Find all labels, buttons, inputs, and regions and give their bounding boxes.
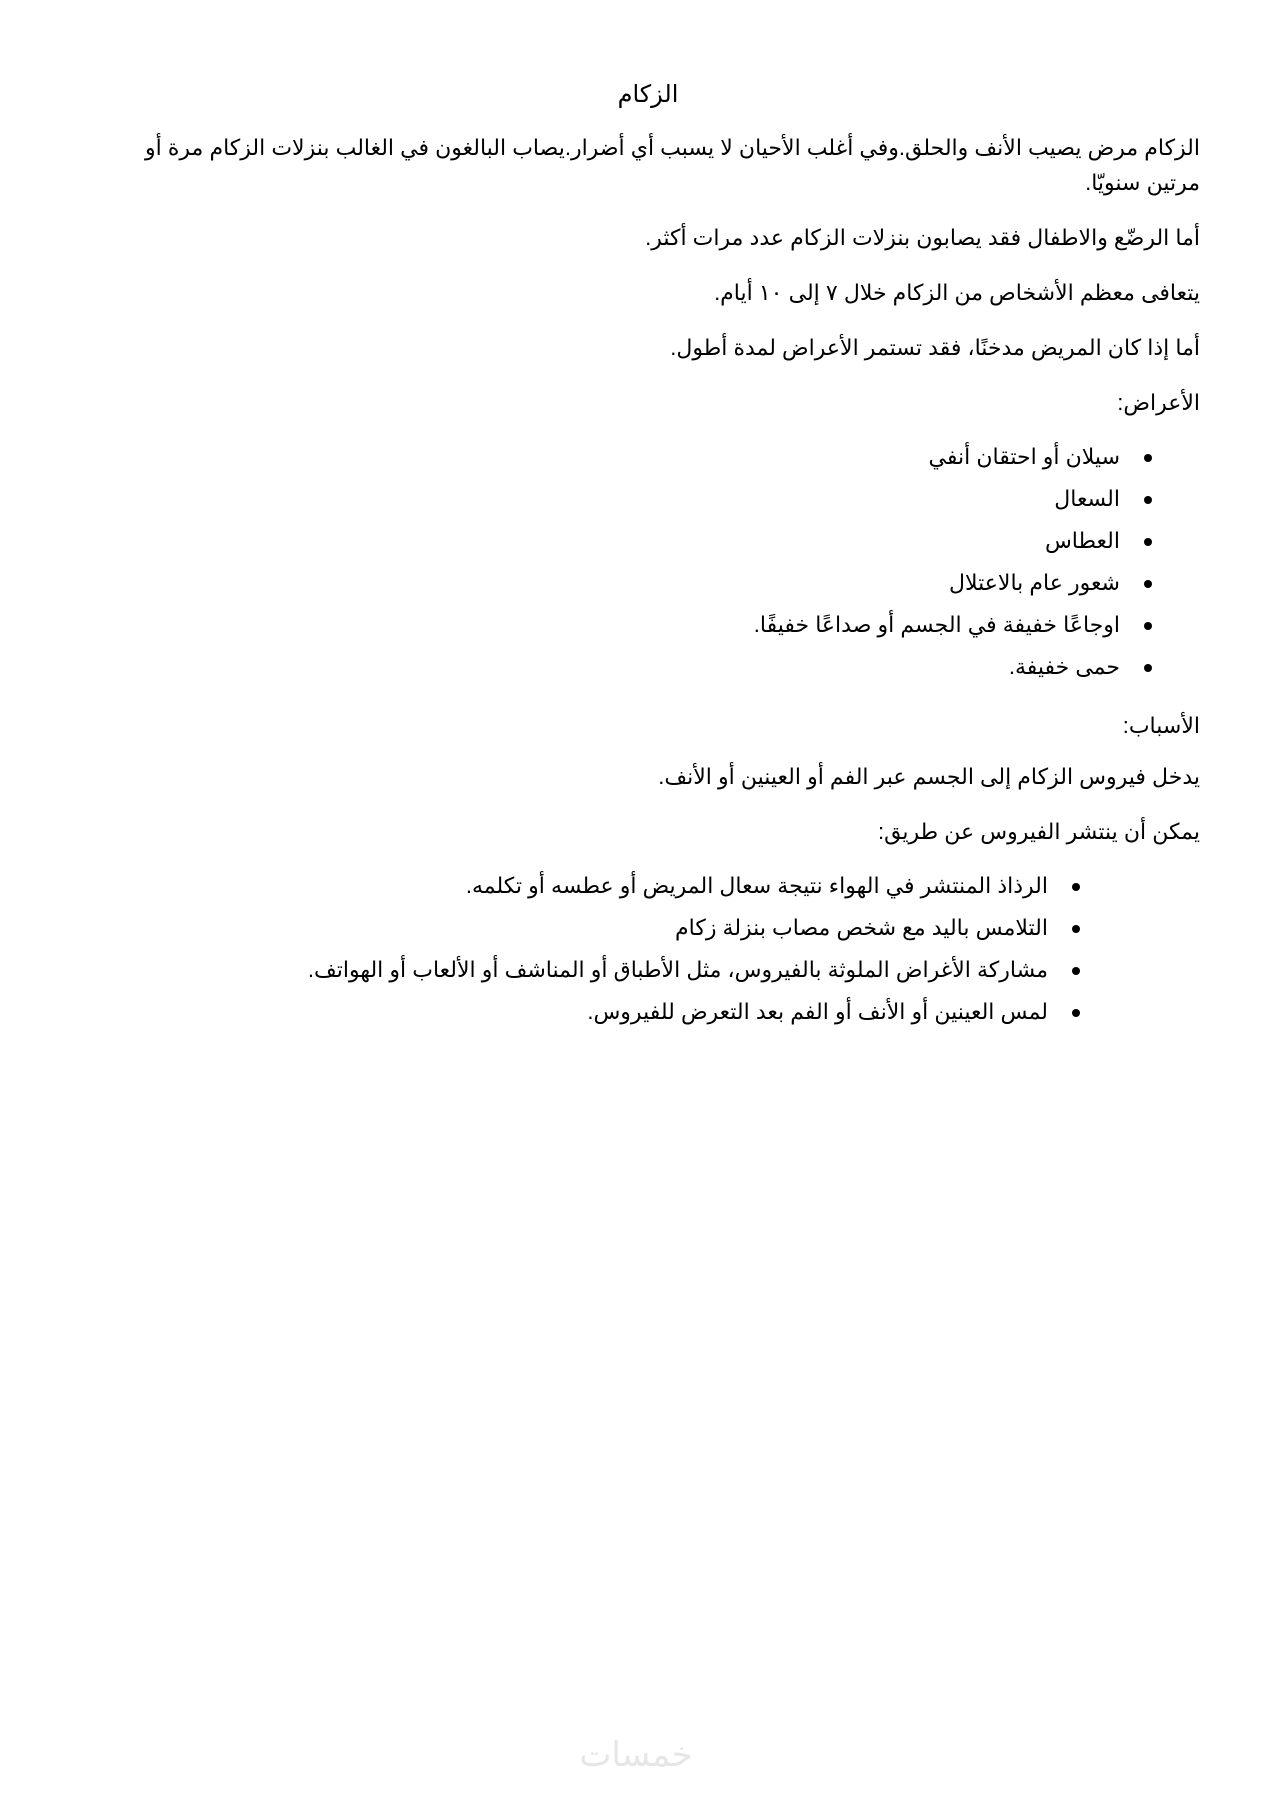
list-item [96,949,1080,991]
symptoms-list [96,436,1200,688]
bullet-icon [1072,1009,1080,1017]
intro-paragraph-3: يتعافى معظم الأشخاص من الزكام خلال ٧ إلى ١٠ أيام. [714,280,1200,305]
intro-paragraph-2: أما الرضّع والاطفال فقد يصابون بنزلات الزكام عدد مرات أكثر. [645,225,1200,250]
bullet-icon [1072,967,1080,975]
list-item [96,991,1080,1033]
bullet-icon [1144,664,1152,672]
list-item-text: سيلان أو احتقان أنفي [928,444,1120,469]
list-item-text: مشاركة الأغراض الملوثة بالفيروس، مثل الأطباق أو المناشف أو الألعاب أو الهواتف. [307,957,1048,982]
bullet-icon [1144,622,1152,630]
spread-intro: يمكن أن ينتشر الفيروس عن طريق: [877,819,1200,844]
list-item [96,646,1152,688]
bullet-icon [1144,538,1152,546]
list-item [96,907,1080,949]
bullet-icon [1072,883,1080,891]
list-item-text: التلامس باليد مع شخص مصاب بنزلة زكام [675,915,1048,940]
list-item-text: السعال [1054,486,1120,511]
spread-list [96,865,1200,1033]
list-item [96,520,1152,562]
bullet-icon [1144,580,1152,588]
list-item-text: اوجاعًا خفيفة في الجسم أو صداعًا خفيفًا. [753,612,1120,637]
symptoms-heading: الأعراض: [1117,390,1200,415]
list-item [96,562,1152,604]
document-page [96,78,1200,1053]
list-item [96,865,1080,907]
causes-paragraph: يدخل فيروس الزكام إلى الجسم عبر الفم أو العينين أو الأنف. [658,764,1200,789]
intro-paragraph-4: أما إذا كان المريض مدخنًا، فقد تستمر الأعراض لمدة أطول. [670,335,1200,360]
list-item-text: الرذاذ المنتشر في الهواء نتيجة سعال المريض أو عطسه أو تكلمه. [465,873,1048,898]
list-item-text: لمس العينين أو الأنف أو الفم بعد التعرض للفيروس. [587,999,1048,1024]
list-item-text: العطاس [1044,528,1120,553]
watermark: خمسات [579,1735,693,1775]
list-item-text: حمى خفيفة. [1008,654,1120,679]
list-item [96,436,1152,478]
list-item-text: شعور عام بالاعتلال [949,570,1120,595]
list-item [96,478,1152,520]
bullet-icon [1144,496,1152,504]
page-title: الزكام [617,81,679,108]
causes-heading: الأسباب: [1122,713,1200,738]
bullet-icon [1072,925,1080,933]
intro-paragraph-1: الزكام مرض يصيب الأنف والحلق.وفي أغلب الأحيان لا يسبب أي أضرار.يصاب البالغون في الغالب بنزلات الزكام مرة أو مرتين سنويّا. [145,135,1200,195]
bullet-icon [1144,454,1152,462]
list-item [96,604,1152,646]
